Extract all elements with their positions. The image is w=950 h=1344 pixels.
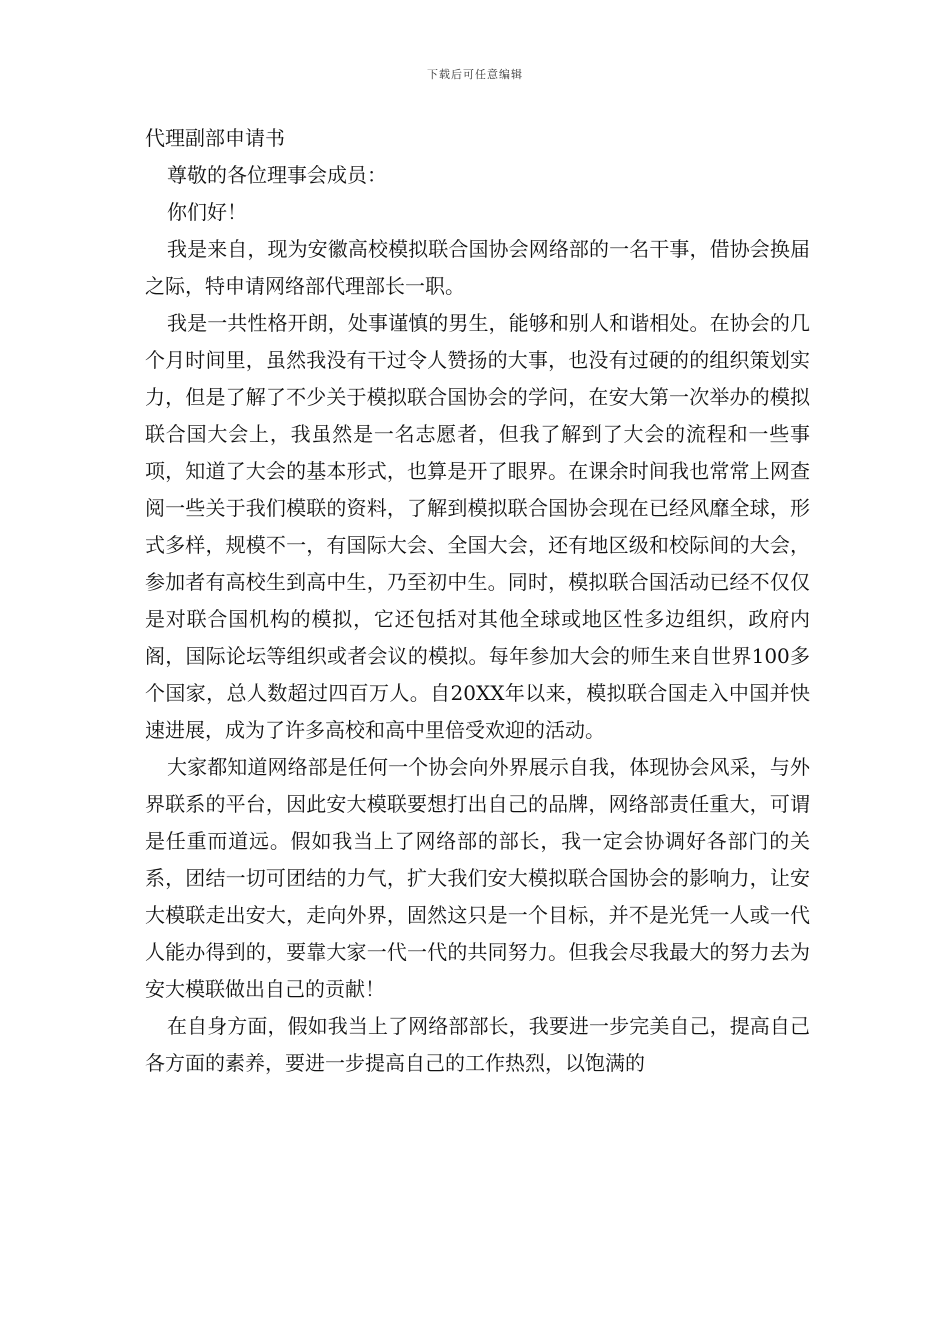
greeting: 你们好！ xyxy=(167,200,247,224)
paragraph-network-dept: 大家都知道网络部是任何一个协会向外界展示自我，体现协会风采，与外界联系的平台，因此安大模联要想打出自己的品牌，网络部责任重大，可谓是任重而道远。假如我当上了网络部的部长，我一定会协调好各部门的关系，团结一切可团结的力气，扩大我们安大模拟联合国协会的影响力，让安大模联走出安大，走向外界，固然这只是一个目标，并不是光凭一人或一代人能办得到的，要靠大家一代一代的共同努力。但我会尽我最大的努力去为安大模联做出自己的贡献！ xyxy=(145,755,810,1001)
document-title: 代理副部申请书 xyxy=(145,126,285,150)
paragraph-intro: 我是来自，现为安徽高校模拟联合国协会网络部的一名干事，借协会换届之际，特申请网络部代理部长一职。 xyxy=(145,237,810,298)
document-body xyxy=(145,120,810,1082)
paragraph-self-improvement: 在自身方面，假如我当上了网络部部长，我要进一步完美自己，提高自己各方面的素养，要进一步提高自己的工作热烈，以饱满的 xyxy=(145,1014,810,1075)
salutation: 尊敬的各位理事会成员： xyxy=(167,163,387,187)
page-header: 下载后可任意编辑 xyxy=(427,68,523,81)
paragraph-background: 我是一共性格开朗，处事谨慎的男生，能够和别人和谐相处。在协会的几个月时间里，虽然我没有干过令人赞扬的大事，也没有过硬的的组织策划实力，但是了解了不少关于模拟联合国协会的学问，在安大第一次举办的模拟联合国大会上，我虽然是一名志愿者，但我了解到了大会的流程和一些事项，知道了大会的基本形式，也算是开了眼界。在课余时间我也常常上网查阅一些关于我们模联的资料，了解到模拟联合国协会现在已经风靡全球，形式多样，规模不一，有国际大会、全国大会，还有地区级和校际间的大会，参加者有高校生到高中生，乃至初中生。同时，模拟联合国活动已经不仅仅是对联合国机构的模拟，它还包括对其他全球或地区性多边组织，政府内阁，国际论坛等组织或者会议的模拟。每年参加大会的师生来自世界100多个国家，总人数超过四百万人。自20XX年以来，模拟联合国走入中国并快速进展，成为了许多高校和高中里倍受欢迎的活动。 xyxy=(145,311,810,742)
